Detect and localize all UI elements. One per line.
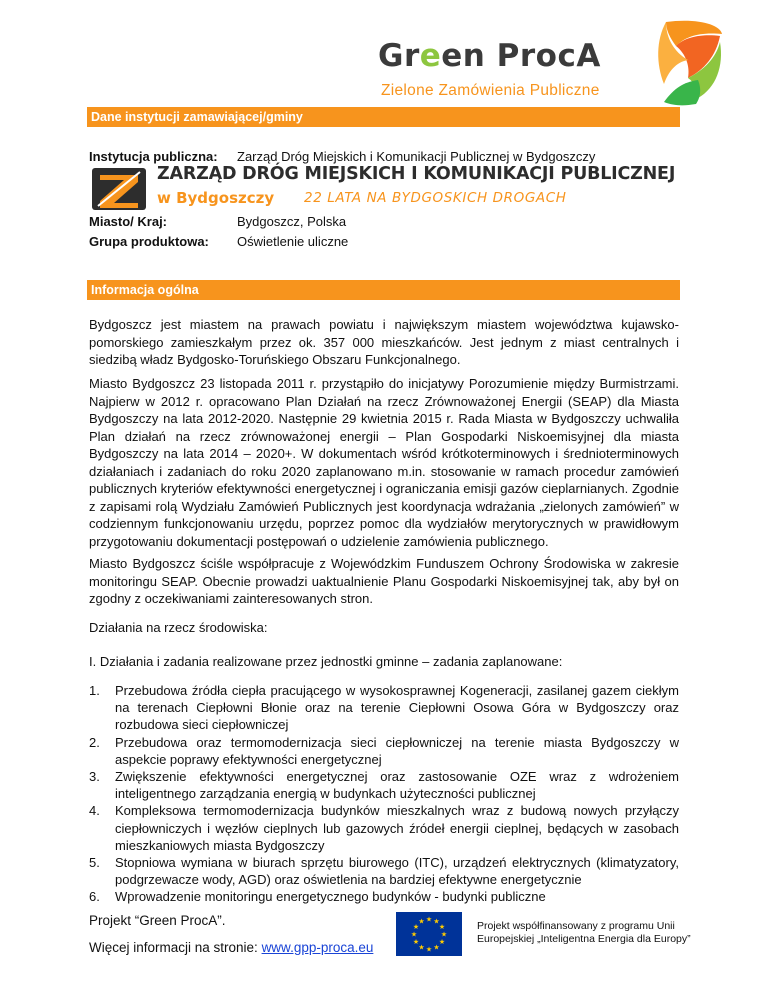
list-item-number: 1.: [89, 683, 100, 698]
footer-more-info: [89, 940, 373, 955]
eu-flag-icon: [396, 912, 462, 956]
brand-title-part: Gr: [378, 38, 420, 74]
institution-label: Instytucja publiczna:: [89, 149, 218, 164]
svg-text:★: ★: [425, 915, 433, 924]
eu-note-line: Europejskiej „Inteligentna Energia dla Europy”: [477, 933, 691, 945]
zdmikp-banner-slogan: 22 LATA NA BYDGOSKICH DROGACH: [304, 190, 567, 206]
list-item-number: 4.: [89, 803, 100, 819]
list-item-text: Przebudowa oraz termomodernizacja sieci ciepłowniczej na terenie miasta Bydgoszczy w aspekcie poprawy efektywności energetycznej: [115, 734, 679, 767]
svg-text:★: ★: [418, 943, 425, 952]
zdmikp-banner: [90, 164, 676, 212]
institution-value: Zarząd Dróg Miejskich i Komunikacji Publicznej w Bydgoszczy: [237, 149, 596, 164]
green-proca-leaf-logo: [604, 18, 724, 108]
list-item: [89, 888, 679, 905]
paragraph-monitoring: Miasto Bydgoszcz ściśle współpracuje z Wojewódzkim Funduszem Ochrony Środowiska w zakresie monitoringu SEAP. Obecnie prowadzi uaktualnienie Planu Gospodarki Niskoemisyjnej tak, aby był on zgodny z oczekiwaniami zainteresowanych stron.: [89, 556, 679, 606]
section-bar-general-info: Informacja ogólna: [87, 280, 680, 300]
paragraph-intro: Bydgoszcz jest miastem na prawach powiatu i największym miastem województwa kujawsko-pomorskiego zamieszkałym przez ok. 357 000 mieszkańców. Jest jednym z miast centralnych i siedzibą władz Bydgosko-Toruńskiego Obszaru Funkcjonalnego.: [89, 317, 679, 367]
list-item: [89, 854, 679, 888]
svg-text:★: ★: [425, 945, 433, 954]
list-item: [89, 682, 679, 734]
zdmikp-z-logo: [90, 166, 148, 212]
environment-actions-heading: Działania na rzecz środowiska:: [89, 620, 268, 635]
svg-text:★: ★: [433, 943, 440, 952]
product-group-label: Grupa produktowa:: [89, 234, 209, 249]
svg-text:★: ★: [440, 930, 448, 939]
list-item-text: Wprowadzenie monitoringu energetycznego budynków - budynki publiczne: [115, 889, 546, 905]
list-item-text: Kompleksowa termomodernizacja budynków mieszkalnych wraz z budową nowych przyłączy ciepłowniczych i węzłów cieplnych lub gazowych źródeł energii cieplnej, będących w zasobach mieszkaniowych miasta Bydgoszczy: [115, 803, 679, 853]
list-item-number: 5.: [89, 855, 100, 871]
svg-text:★: ★: [410, 930, 418, 939]
footer-project-name: Projekt “Green ProcA”.: [89, 913, 226, 928]
eu-note-line: Projekt współfinansowany z programu Unii: [477, 920, 675, 932]
list-item-text: Zwiększenie efektywności energetycznej oraz zastosowanie OZE wraz z wdrożeniem inteligentnego zarządzania energią w budynkach użyteczności publicznej: [115, 769, 679, 802]
svg-text:★: ★: [438, 938, 446, 946]
brand-title-part: e: [441, 38, 463, 74]
list-item-number: 3.: [89, 769, 100, 785]
list-item-text: Przebudowa źródła ciepła pracującego w wysokosprawnej Kogeneracji, zasilanej gazem ciekłym na terenach Ciepłowni Błonie oraz na terenie Ciepłowni Osowa Góra w Bydgoszczy oraz rozbudowa sieci ciepłowniczej: [115, 683, 679, 733]
planned-tasks-heading: I. Działania i zadania realizowane przez jednostki gminne – zadania zaplanowane:: [89, 654, 563, 669]
list-item-number: 2.: [89, 734, 100, 750]
planned-tasks-list: [89, 682, 679, 906]
brand-title-part: e: [419, 38, 442, 74]
brand-subtitle: Zielone Zamówienia Publiczne: [381, 82, 600, 99]
eu-cofinancing-note: [477, 920, 691, 946]
brand-title: [378, 38, 601, 74]
list-item-number: 6.: [89, 889, 100, 905]
list-item: [89, 802, 679, 854]
svg-text:★: ★: [433, 917, 440, 926]
footer-website-link[interactable]: www.gpp-proca.eu: [261, 940, 374, 955]
zdmikp-banner-city: w Bydgoszczy: [157, 189, 275, 207]
list-item: [89, 734, 679, 768]
list-item-text: Stopniowa wymiana w biurach sprzętu biurowego (ITC), urządzeń elektrycznych (klimatyzatory, podgrzewacze wody, AGD) oraz oświetlenia na bardziej efektywne energetycznie: [115, 855, 679, 888]
svg-text:★: ★: [412, 923, 420, 931]
brand-title-part: n ProcA: [462, 38, 601, 74]
svg-text:★: ★: [412, 938, 420, 946]
zdmikp-banner-title: ZARZĄD DRÓG MIEJSKICH I KOMUNIKACJI PUBLICZNEJ: [157, 164, 676, 184]
paragraph-seap: Miasto Bydgoszcz 23 listopada 2011 r. przystąpiło do inicjatywy Porozumienie między Burmistrzami. Najpierw w 2012 r. opracowano Plan Działań na rzecz Zrównoważonej Energii (SEAP) dla Miasta Bydgoszczy na lata 2012-2020. Następnie 29 kwietnia 2015 r. Rada Miasta w Bydgoszczy uchwaliła Plan działań na rzecz zrównoważonej energii – Plan Gospodarki Niskoemisyjnej dla miasta Bydgoszczy na lata 2014 – 2020+. W dokumentach wśród krótkoterminowych i średnioterminowych działaniach i zadaniach do roku 2020 zaplanowano m.in. stosowanie w ramach procedur zamówień publicznych kryteriów efektywności energetycznej i ograniczania emisji gazów cieplarnianych. Zgodnie z zapisami rolą Wydziału Zamówień Publicznych jest koordynacja wdrażania „zielonych zamówień” w codziennym funkcjonowaniu urzędu, poprzez pomoc dla wydziałów merytorycznych w prawidłowym przygotowaniu dokumentacji postępowań o udzielenie zamówienia publicznego.: [89, 376, 679, 549]
footer-more-info-text: Więcej informacji na stronie:: [89, 940, 262, 955]
city-value: Bydgoszcz, Polska: [237, 214, 347, 229]
svg-text:★: ★: [418, 917, 425, 926]
city-label: Miasto/ Kraj:: [89, 214, 168, 229]
svg-text:★: ★: [438, 923, 446, 931]
product-group-value: Oświetlenie uliczne: [237, 234, 349, 249]
list-item: [89, 768, 679, 802]
section-bar-institution: Dane instytucji zamawiającej/gminy: [87, 107, 680, 127]
